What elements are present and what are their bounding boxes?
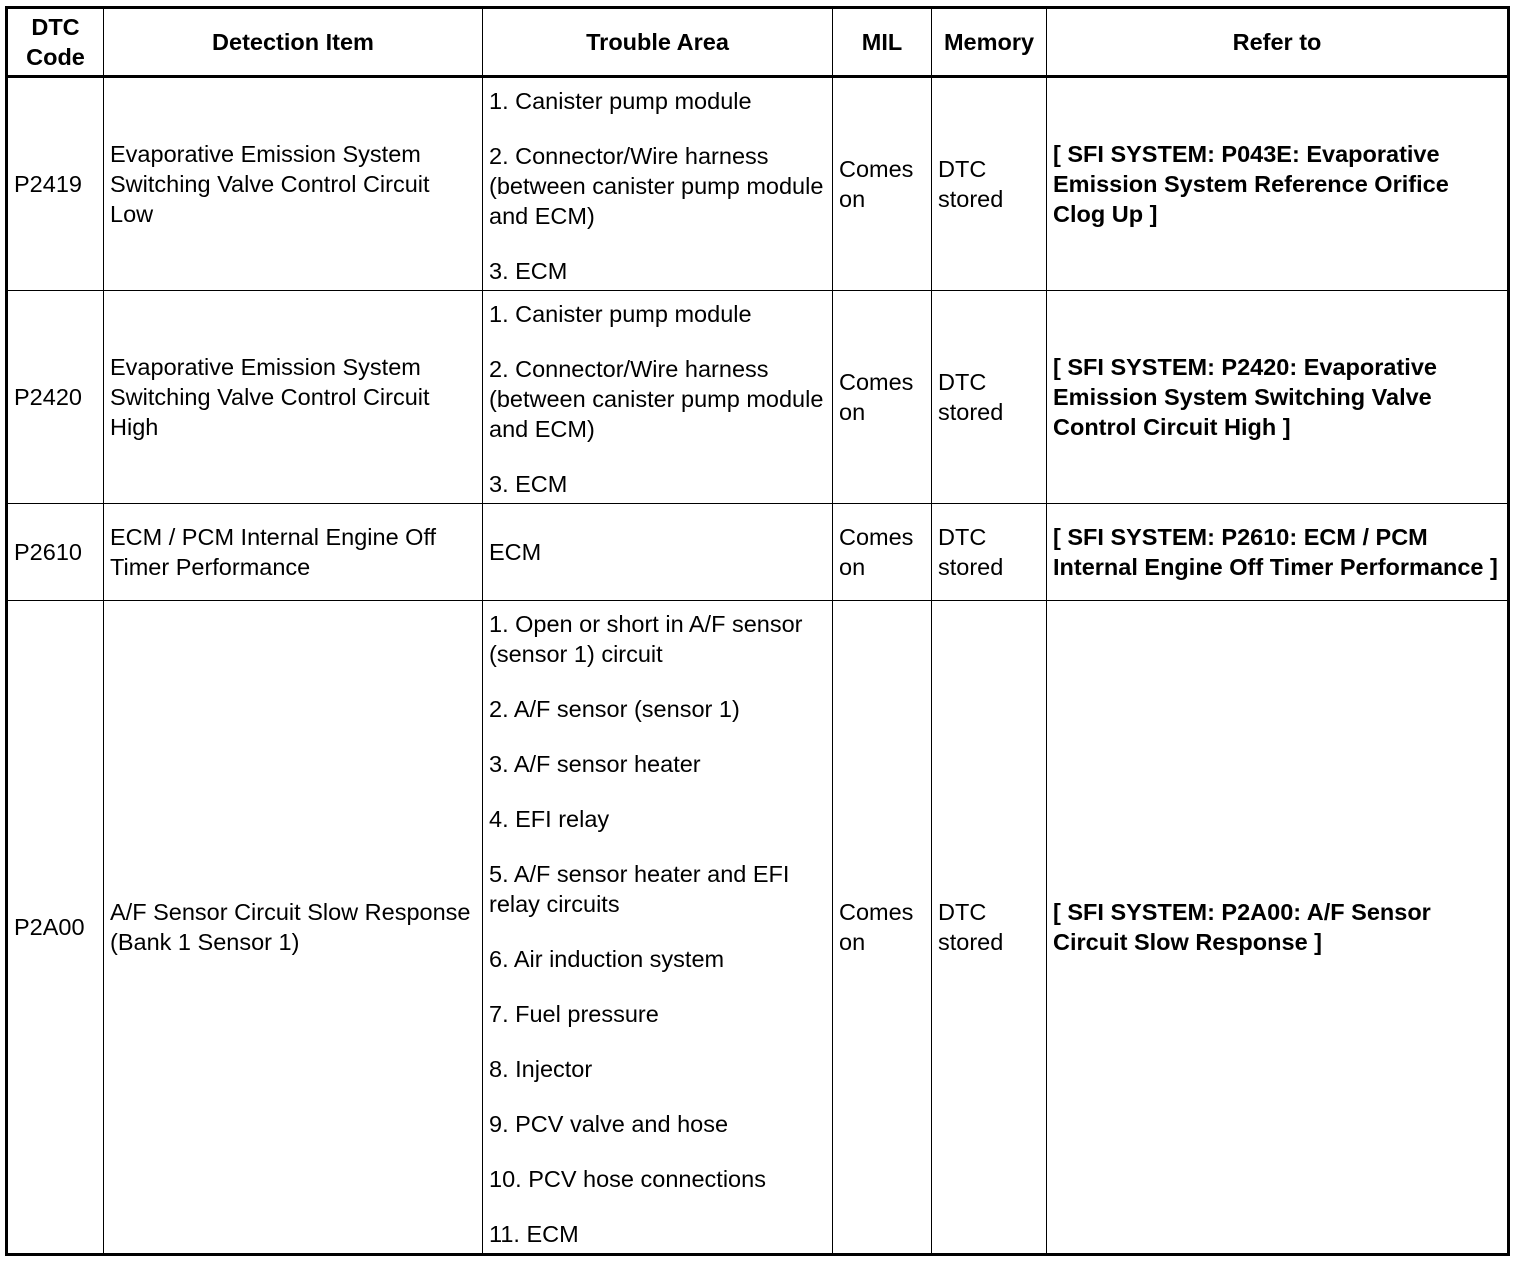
- trouble-area: [483, 601, 833, 1255]
- trouble-area-item: 11. ECM: [489, 1221, 579, 1247]
- trouble-area-item: 4. EFI relay: [489, 806, 610, 832]
- mil-status: Comes on: [833, 601, 932, 1255]
- header-detection-item: Detection Item: [104, 8, 483, 77]
- trouble-area-item: 3. ECM: [489, 471, 568, 497]
- header-row: [7, 8, 1509, 77]
- mil-status: Comes on: [833, 504, 932, 601]
- dtc-table: [5, 6, 1510, 1256]
- header-dtc-code: [7, 8, 104, 77]
- trouble-area-item: 1. Canister pump module: [489, 301, 752, 327]
- trouble-area-item: ECM: [489, 539, 542, 565]
- dtc-code: P2610: [7, 504, 104, 601]
- memory-status: DTC stored: [932, 291, 1047, 504]
- table-row: [7, 291, 1509, 504]
- header-trouble-area: Trouble Area: [483, 8, 833, 77]
- header-mil: MIL: [833, 8, 932, 77]
- memory-status: DTC stored: [932, 77, 1047, 291]
- header-refer-to: Refer to: [1047, 8, 1509, 77]
- detection-item: Evaporative Emission System Switching Valve Control Circuit High: [104, 291, 483, 504]
- trouble-area-item: 3. A/F sensor heater: [489, 751, 701, 777]
- trouble-area-item: 3. ECM: [489, 258, 568, 284]
- trouble-area-item: 2. Connector/Wire harness (between canister pump module and ECM): [489, 143, 824, 229]
- mil-status: Comes on: [833, 77, 932, 291]
- trouble-area-item: 5. A/F sensor heater and EFI relay circuits: [489, 861, 790, 917]
- refer-to-link[interactable]: [ SFI SYSTEM: P2610: ECM / PCM Internal Engine Off Timer Performance ]: [1047, 504, 1509, 601]
- trouble-area-item: 2. A/F sensor (sensor 1): [489, 696, 740, 722]
- dtc-code: P2A00: [7, 601, 104, 1255]
- trouble-area-item: 1. Open or short in A/F sensor (sensor 1) circuit: [489, 611, 803, 667]
- trouble-area-item: 1. Canister pump module: [489, 88, 752, 114]
- table-row: [7, 601, 1509, 1255]
- trouble-area-item: 6. Air induction system: [489, 946, 725, 972]
- detection-item: A/F Sensor Circuit Slow Response (Bank 1 Sensor 1): [104, 601, 483, 1255]
- trouble-area-item: 10. PCV hose connections: [489, 1166, 766, 1192]
- memory-status: DTC stored: [932, 601, 1047, 1255]
- table-row: [7, 504, 1509, 601]
- mil-status: Comes on: [833, 291, 932, 504]
- trouble-area-item: 7. Fuel pressure: [489, 1001, 659, 1027]
- dtc-code: P2420: [7, 291, 104, 504]
- refer-to-link[interactable]: [ SFI SYSTEM: P2420: Evaporative Emission System Switching Valve Control Circuit High ]: [1047, 291, 1509, 504]
- trouble-area-item: 8. Injector: [489, 1056, 593, 1082]
- trouble-area: [483, 504, 833, 601]
- trouble-area-item: 9. PCV valve and hose: [489, 1111, 729, 1137]
- table-row: [7, 77, 1509, 291]
- trouble-area: [483, 77, 833, 291]
- refer-to-link[interactable]: [ SFI SYSTEM: P2A00: A/F Sensor Circuit Slow Response ]: [1047, 601, 1509, 1255]
- trouble-area-item: 2. Connector/Wire harness (between canister pump module and ECM): [489, 356, 824, 442]
- detection-item: Evaporative Emission System Switching Valve Control Circuit Low: [104, 77, 483, 291]
- refer-to-link[interactable]: [ SFI SYSTEM: P043E: Evaporative Emission System Reference Orifice Clog Up ]: [1047, 77, 1509, 291]
- header-memory: Memory: [932, 8, 1047, 77]
- trouble-area: [483, 291, 833, 504]
- dtc-code: P2419: [7, 77, 104, 291]
- header-dtc-line1: DTC: [31, 14, 80, 40]
- memory-status: DTC stored: [932, 504, 1047, 601]
- header-dtc-line2: Code: [26, 44, 85, 70]
- detection-item: ECM / PCM Internal Engine Off Timer Performance: [104, 504, 483, 601]
